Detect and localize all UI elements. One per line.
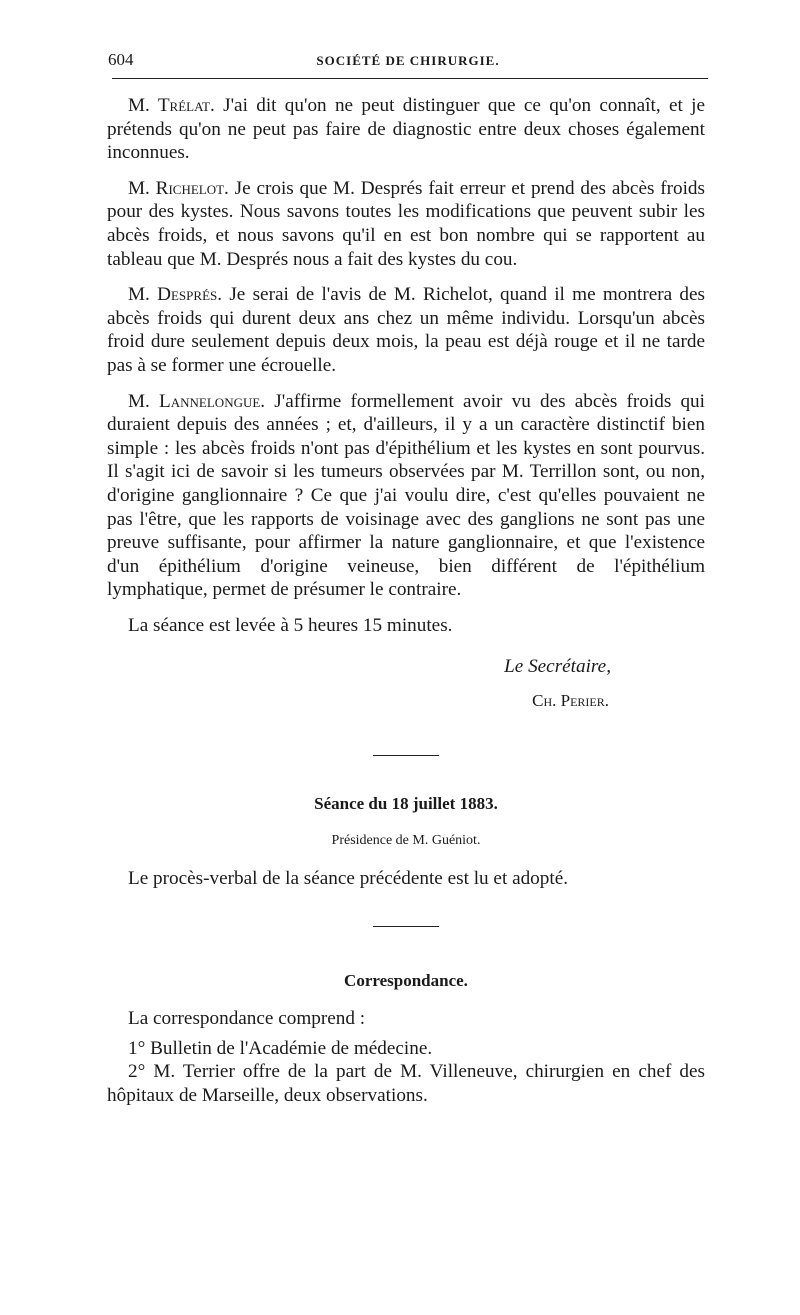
correspondence-heading: Correspondance. bbox=[344, 971, 468, 991]
presidency-line: Présidence de M. Guéniot. bbox=[331, 833, 481, 849]
paragraph-text: Je serai de l'avis de M. Richelot, quand il me montrera des abcès froids qui durent deux ans chez un même individu. Lorsqu'un abcès froid dure seulement depuis deux mois, la peau est déjà rouge et il ne tarde pas à se former une écrouelle. bbox=[107, 284, 705, 376]
paragraph-despres bbox=[107, 283, 705, 377]
paragraph-text: J'ai dit qu'on ne peut distinguer que ce qu'on connaît, et je prétends qu'on ne peut pas faire de diagnostic entre deux choses également inconnues. bbox=[107, 95, 705, 164]
paragraph-richelot bbox=[107, 177, 705, 271]
section-divider bbox=[373, 926, 439, 927]
speaker-name: M. Trélat. bbox=[128, 95, 215, 116]
paragraph-text: Je crois que M. Després fait erreur et prend des abcès froids pour des kystes. Nous savons toutes les modifications que peuvent subir les abcès froids, et nous savons qu'il en est bon nombre qui se rapportent au tableau que M. Després nous a fait des kystes du cou. bbox=[107, 177, 705, 270]
minutes-line: Le procès-verbal de la séance précédente est lu et adopté. bbox=[128, 867, 569, 889]
paragraph-text: J'affirme formellement avoir vu des abcès froids qui duraient depuis des années ; et, d'ailleurs, il y a un caractère distinctif bien simple : les abcès froids n'ont pas d'épithélium et les kystes en sont pourvus. Il s'agit ici de savoir si les tumeurs observées par M. Terrillon sont, ou non, d'origine ganglionnaire ? Ce que j'ai voulu dire, c'est qu'elles pouvaient ne pas l'être, que les rapports de voisinage avec des ganglions ne sont pas une preuve suffisante, pour affirmer la nature ganglionnaire, et que l'existence d'un épithélium d'origine veineuse, bien différent de l'épithélium lymphatique, permet de présumer le contraire. bbox=[107, 390, 705, 601]
section-divider bbox=[373, 755, 439, 756]
correspondence-intro: La correspondance comprend : bbox=[128, 1008, 366, 1030]
page-number: 604 bbox=[108, 50, 134, 69]
paragraph-trelat bbox=[107, 94, 705, 165]
closing-line: La séance est levée à 5 heures 15 minutes. bbox=[128, 614, 453, 636]
list-item: 2° M. Terrier offre de la part de M. Villeneuve, chirurgien en chef des hôpitaux de Marseille, deux observations. bbox=[107, 1061, 705, 1106]
page-header bbox=[108, 44, 708, 74]
header-rule bbox=[112, 78, 708, 79]
signature-role: Le Secrétaire, bbox=[504, 656, 611, 678]
session-title: Séance du 18 juillet 1883. bbox=[314, 793, 498, 813]
paragraph-lannelongue bbox=[107, 390, 705, 602]
speaker-name: M. Després. bbox=[128, 284, 223, 306]
speaker-name: M. Lannelongue. bbox=[128, 390, 266, 412]
body-text bbox=[107, 94, 705, 1107]
list-item: 1° Bulletin de l'Académie de médecine. bbox=[128, 1037, 433, 1059]
speaker-name: M. Richelot. bbox=[128, 177, 229, 199]
running-head: SOCIÉTÉ DE CHIRURGIE. bbox=[316, 53, 500, 68]
signature-name: Ch. Perier. bbox=[532, 691, 609, 711]
